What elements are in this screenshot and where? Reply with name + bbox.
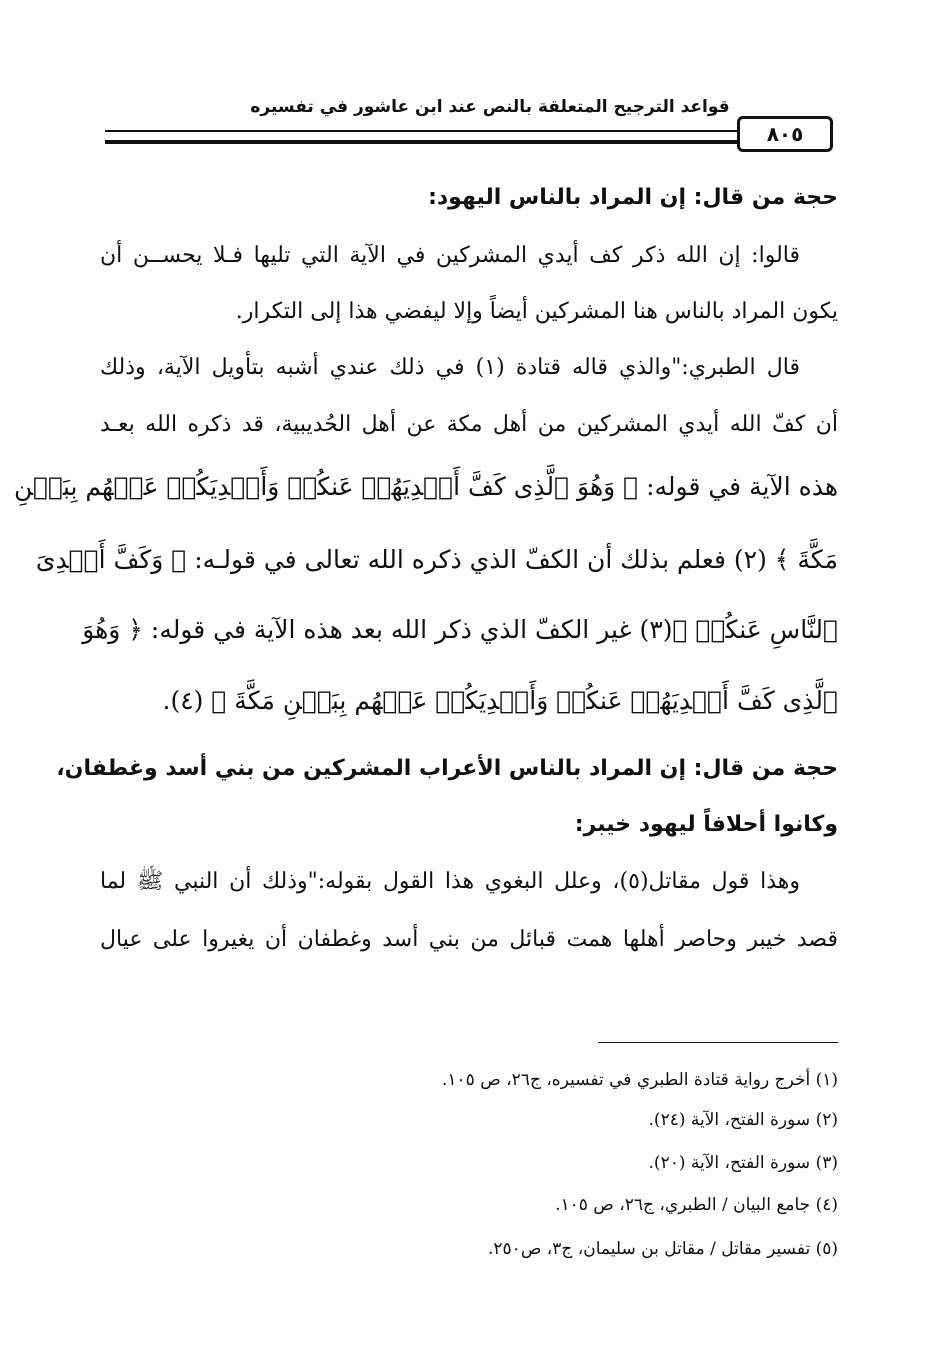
body-line-quran: ٱلنَّاسِ عَنكُمۡ ﴾(٣) غير الكفّ الذي ذكر الله بعد هذه الآية في قوله: ﴿ وَهُوَ <box>82 615 838 644</box>
body-line-quran: مَكَّةَ ﴾ (٢) فعلم بذلك أن الكفّ الذي ذكره الله تعالى في قولـه: ﴿ وَكَفَّ أَيۡدِىَ <box>35 545 838 574</box>
page-number: ٨٠٥ <box>737 116 833 152</box>
running-title: قواعد الترجيح المتعلقة بالنص عند ابن عاشور في تفسيره <box>250 97 730 117</box>
footnote-rule <box>598 1042 838 1043</box>
body-line-quran: هذه الآية في قوله: ﴿ وَهُوَ ٱلَّذِى كَفَّ أَيۡدِيَهُمۡ عَنكُمۡ وَأَيۡدِيَكُمۡ عَنۡهُم بِبَطۡنِ <box>13 472 838 501</box>
footnote-4: (٤) جامع البيان / الطبري، ج٢٦، ص ١٠٥. <box>555 1195 838 1215</box>
header-rule-thick <box>105 140 831 144</box>
section-heading-jews: حجة من قال: إن المراد بالناس اليهود: <box>428 185 838 210</box>
body-line-quran: ٱلَّذِى كَفَّ أَيۡدِيَهُمۡ عَنكُمۡ وَأَيۡدِيَكُمۡ عَنۡهُم بِبَطۡنِ مَكَّةَ ﴾ (٤). <box>162 686 838 715</box>
body-line: أن كفّ الله أيدي المشركين من أهل مكة عن أهل الحُديبية، قد ذكره الله بعـد <box>100 412 838 437</box>
footnote-3: (٣) سورة الفتح، الآية (٢٠). <box>648 1153 838 1173</box>
footnote-1: (١) أخرج رواية قتادة الطبري في تفسيره، ج٢٦، ص ١٠٥. <box>442 1070 838 1090</box>
footnote-2: (٢) سورة الفتح، الآية (٢٤). <box>648 1110 838 1130</box>
section-heading-arabs-cont: وكانوا أحلافاً ليهود خيبر: <box>574 812 838 837</box>
section-heading-arabs: حجة من قال: إن المراد بالناس الأعراب المشركين من بني أسد وغطفان، <box>56 756 838 781</box>
body-line: قال الطبري:"والذي قاله قتادة (١) في ذلك عندي أشبه بتأويل الآية، وذلك <box>100 355 800 380</box>
body-line: يكون المراد بالناس هنا المشركين أيضاً وإلا ليفضي هذا إلى التكرار. <box>235 299 838 324</box>
body-line: وهذا قول مقاتل(٥)، وعلل البغوي هذا القول بقوله:"وذلك أن النبي ﷺ لما <box>100 869 800 894</box>
footnote-5: (٥) تفسير مقاتل / مقاتل بن سليمان، ج٣، ص٢٥٠. <box>488 1239 838 1259</box>
body-line: قصد خيبر وحاصر أهلها همت قبائل من بني أسد وغطفان أن يغيروا على عيال <box>100 927 838 952</box>
header-rule-thin <box>105 130 831 132</box>
body-line: قالوا: إن الله ذكر كف أيدي المشركين في الآية التي تليها فـلا يحســن أن <box>100 243 800 268</box>
